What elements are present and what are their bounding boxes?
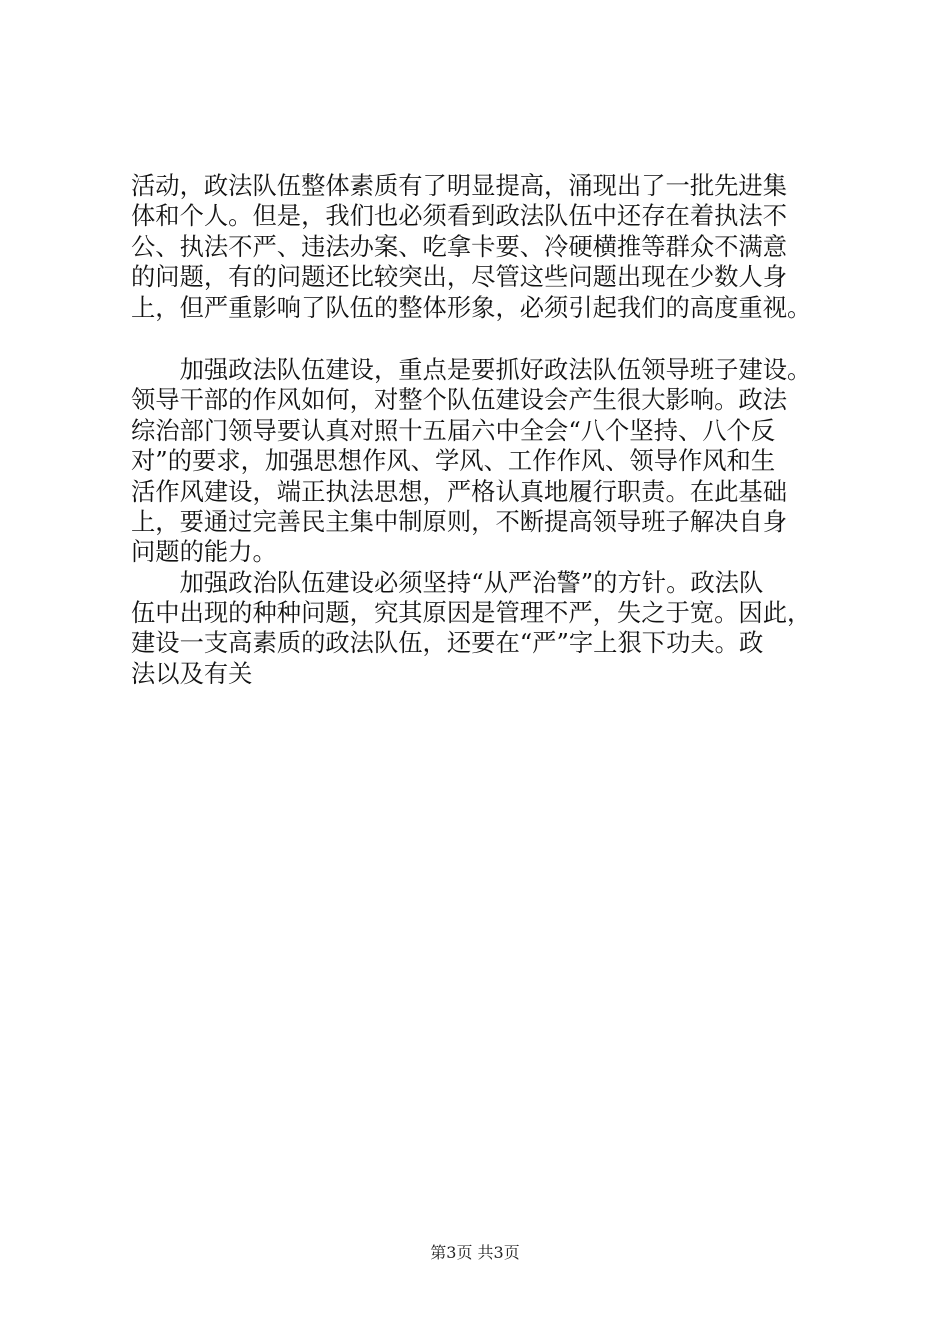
paragraph-spacer [131, 323, 821, 355]
page-footer [0, 1243, 950, 1263]
text-line: 上，但严重影响了队伍的整体形象，必须引起我们的高度重视。 [131, 292, 812, 322]
text-line: 加强政法队伍建设，重点是要抓好政法队伍领导班子建设。 [131, 354, 812, 384]
text-line: 问题的能力。 [131, 537, 277, 567]
text-line: 活动，政法队伍整体素质有了明显提高，涌现出了一批先进集 [131, 171, 788, 200]
text-line: 领导干部的作风如何，对整个队伍建设会产生很大影响。政法 [131, 385, 788, 415]
text-line: 体和个人。但是，我们也必须看到政法队伍中还存在着执法不 [131, 201, 788, 231]
text-line: 建设一支高素质的政法队伍，还要在“严”字上狠下功夫。政 [131, 628, 764, 658]
text-line: 伍中出现的种种问题，究其原因是管理不严，失之于宽。因此， [131, 598, 812, 628]
paragraph-3 [131, 568, 821, 690]
text-line: 法以及有关 [131, 658, 253, 688]
text-line: 加强政治队伍建设必须坚持“从严治警”的方针。政法队 [131, 567, 764, 597]
page-number-label: 第3页 共3页 [430, 1243, 520, 1262]
text-line: 对”的要求，加强思想作风、学风、工作作风、领导作风和生 [131, 446, 776, 476]
paragraph-1 [131, 171, 821, 323]
text-line: 活作风建设，端正执法思想，严格认真地履行职责。在此基础 [131, 476, 788, 506]
text-line: 的问题，有的问题还比较突出，尽管这些问题出现在少数人身 [131, 262, 788, 292]
text-line: 上，要通过完善民主集中制原则，不断提高领导班子解决自身 [131, 506, 788, 536]
paragraph-2 [131, 355, 821, 568]
text-line: 综治部门领导要认真对照十五届六中全会“八个坚持、八个反 [131, 415, 776, 445]
document-body [131, 171, 821, 689]
text-line: 公、执法不严、违法办案、吃拿卡要、冷硬横推等群众不满意 [131, 231, 788, 261]
